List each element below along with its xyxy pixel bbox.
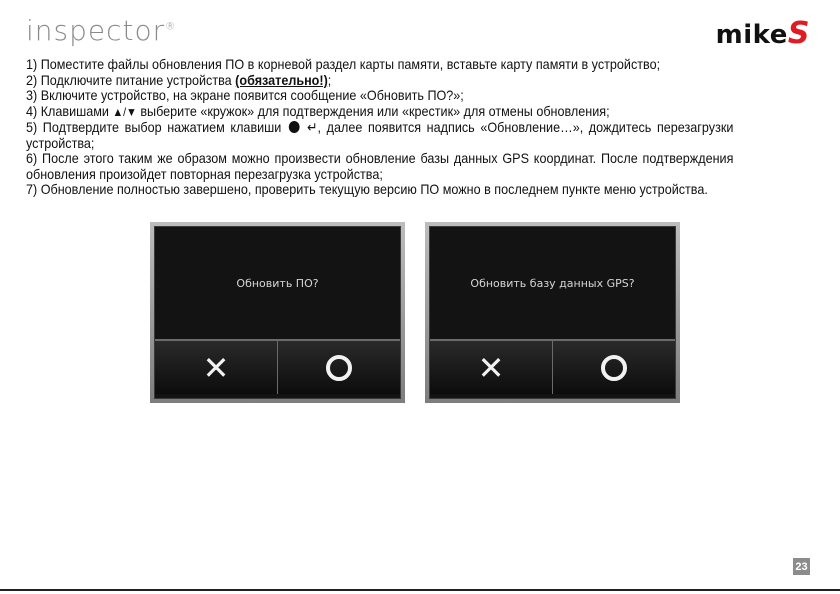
cross-icon: ✕ — [477, 348, 505, 387]
button-dot-icon — [289, 121, 300, 133]
instructions-block — [26, 57, 733, 198]
circle-icon — [601, 355, 627, 381]
cancel-button[interactable] — [155, 341, 278, 394]
cross-icon: ✕ — [202, 348, 230, 387]
screen-display — [429, 226, 676, 399]
instruction-5-continued: устройства; — [26, 134, 95, 151]
mikes-logo-s: S — [787, 16, 810, 51]
screen-message: Обновить ПО? — [236, 277, 319, 290]
instruction-1: 1) Поместите файлы обновления ПО в корневой раздел карты памяти, вставьте карту памяти в устройство; — [26, 56, 661, 72]
inspector-logo — [26, 14, 176, 47]
instruction-4 — [26, 104, 733, 121]
screen-message: Обновить базу данных GPS? — [470, 277, 635, 290]
instruction-2-emphasis: (обязательно!) — [235, 71, 328, 88]
instruction-5 — [26, 120, 733, 136]
page-number: 23 — [793, 558, 810, 575]
cancel-button[interactable] — [430, 341, 553, 394]
bottom-divider — [0, 589, 840, 591]
instruction-4-end: выберите «кружок» для подтверждения или «крестик» для отмены обновления; — [136, 102, 610, 119]
instruction-4-text: 4) Клавишами — [26, 102, 113, 119]
instruction-2-text: 2) Подключите питание устройства — [26, 71, 236, 88]
instruction-6: 6) После этого таким же образом можно произвести обновление базы данных GPS координат. После подтверждения — [26, 150, 734, 166]
registered-mark: ® — [165, 21, 177, 33]
mikes-logo — [716, 16, 810, 51]
enter-icon: ↵ — [306, 119, 318, 135]
confirm-button[interactable] — [553, 341, 675, 394]
inspector-logo-text: inspector — [26, 14, 166, 47]
confirm-button[interactable] — [278, 341, 400, 394]
mikes-logo-text: mike — [715, 20, 788, 50]
screen-button-bar — [155, 339, 400, 394]
instruction-5-text: 5) Подтвердите выбор нажатием клавиши — [26, 119, 287, 135]
screen-button-bar — [430, 339, 675, 394]
screen-display — [154, 226, 401, 399]
circle-icon — [326, 355, 352, 381]
screen-update-gps-db — [425, 222, 680, 403]
instruction-5-end: , далее появится надпись «Обновление…», дождитесь перезагрузки — [317, 119, 734, 135]
instruction-2 — [26, 73, 733, 89]
screen-update-firmware — [150, 222, 405, 403]
instruction-3: 3) Включите устройство, на экране появится сообщение «Обновить ПО?»; — [26, 87, 464, 103]
instruction-2-end: ; — [327, 71, 332, 88]
arrow-keys-icon: ▲/▼ — [112, 104, 137, 119]
instruction-7: 7) Обновление полностью завершено, проверить текущую версию ПО можно в последнем пункте меню устройства. — [26, 181, 708, 197]
instruction-6-continued: обновления произойдет повторная перезагрузка устройства; — [26, 165, 383, 182]
